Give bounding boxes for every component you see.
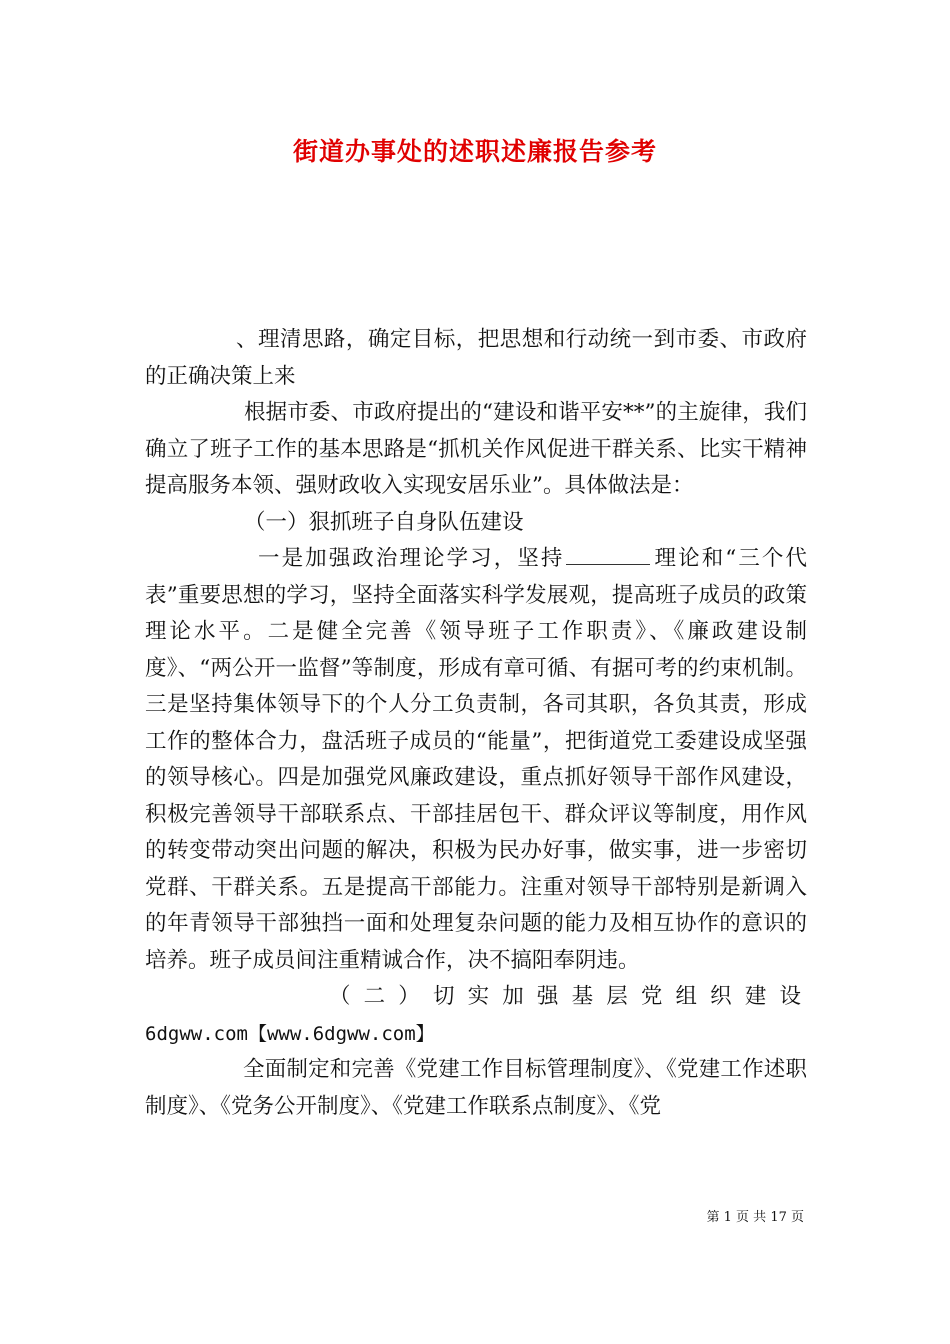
- paragraph-2: 根据市委、市政府提出的“建设和谐平安**”的主旋律，我们确立了班子工作的基本思路是“抓机关作风促进干群关系、比实干精神提高服务本领、强财政收入实现安居乐业”。具体做法是：: [145, 400, 807, 498]
- paragraph-1: 、理清思路，确定目标，把思想和行动统一到市委、市政府的正确决策上来: [145, 327, 807, 389]
- paragraph-3-rest: 理论和“三个代表”重要思想的学习，坚持全面落实科学发展观，提高班子成员的政策理论水平。二是健全完善《领导班子工作职责》、《廉政建设制度》、“两公开一监督”等制度，形成有章可循、有据可考的约束机制。三是坚持集体领导下的个人分工负责制，各司其职，各负其责，形成工作的整体合力，盘活班子成员的“能量”，把街道党工委建设成坚强的领导核心。四是加强党风廉政建设，重点抓好领导干部作风建设，积极完善领导干部联系点、干部挂居包干、群众评议等制度，用作风的转变带动突出问题的解决，积极为民办好事，做实事，进一步密切党群、干群关系。五是提高干部能力。注重对领导干部特别是新调入的年青领导干部独挡一面和处理复杂问题的能力及相互协作的意识的培养。班子成员间注重精诚合作，决不搞阳奉阴违。: [145, 546, 807, 973]
- site-watermark-line: 6dgww.com【www.6dgww.com】: [145, 1022, 435, 1045]
- section-heading-1: （一）狠抓班子自身队伍建设: [244, 509, 524, 535]
- section-heading-2: （二）切实加强基层党组织建设: [329, 984, 807, 1009]
- fill-blank: [566, 544, 650, 565]
- paragraph-3-lead: 一是加强政治理论学习，坚持: [258, 546, 565, 571]
- paragraph-4: 全面制定和完善《党建工作目标管理制度》、《党建工作述职制度》、《党务公开制度》、《党建工作联系点制度》、《党: [145, 1057, 807, 1119]
- document-body: [145, 322, 807, 1125]
- paragraph-3: [145, 541, 807, 979]
- page-footer: 第 1 页 共 17 页: [706, 1210, 804, 1225]
- document-title: 街道办事处的述职述廉报告参考: [292, 137, 657, 166]
